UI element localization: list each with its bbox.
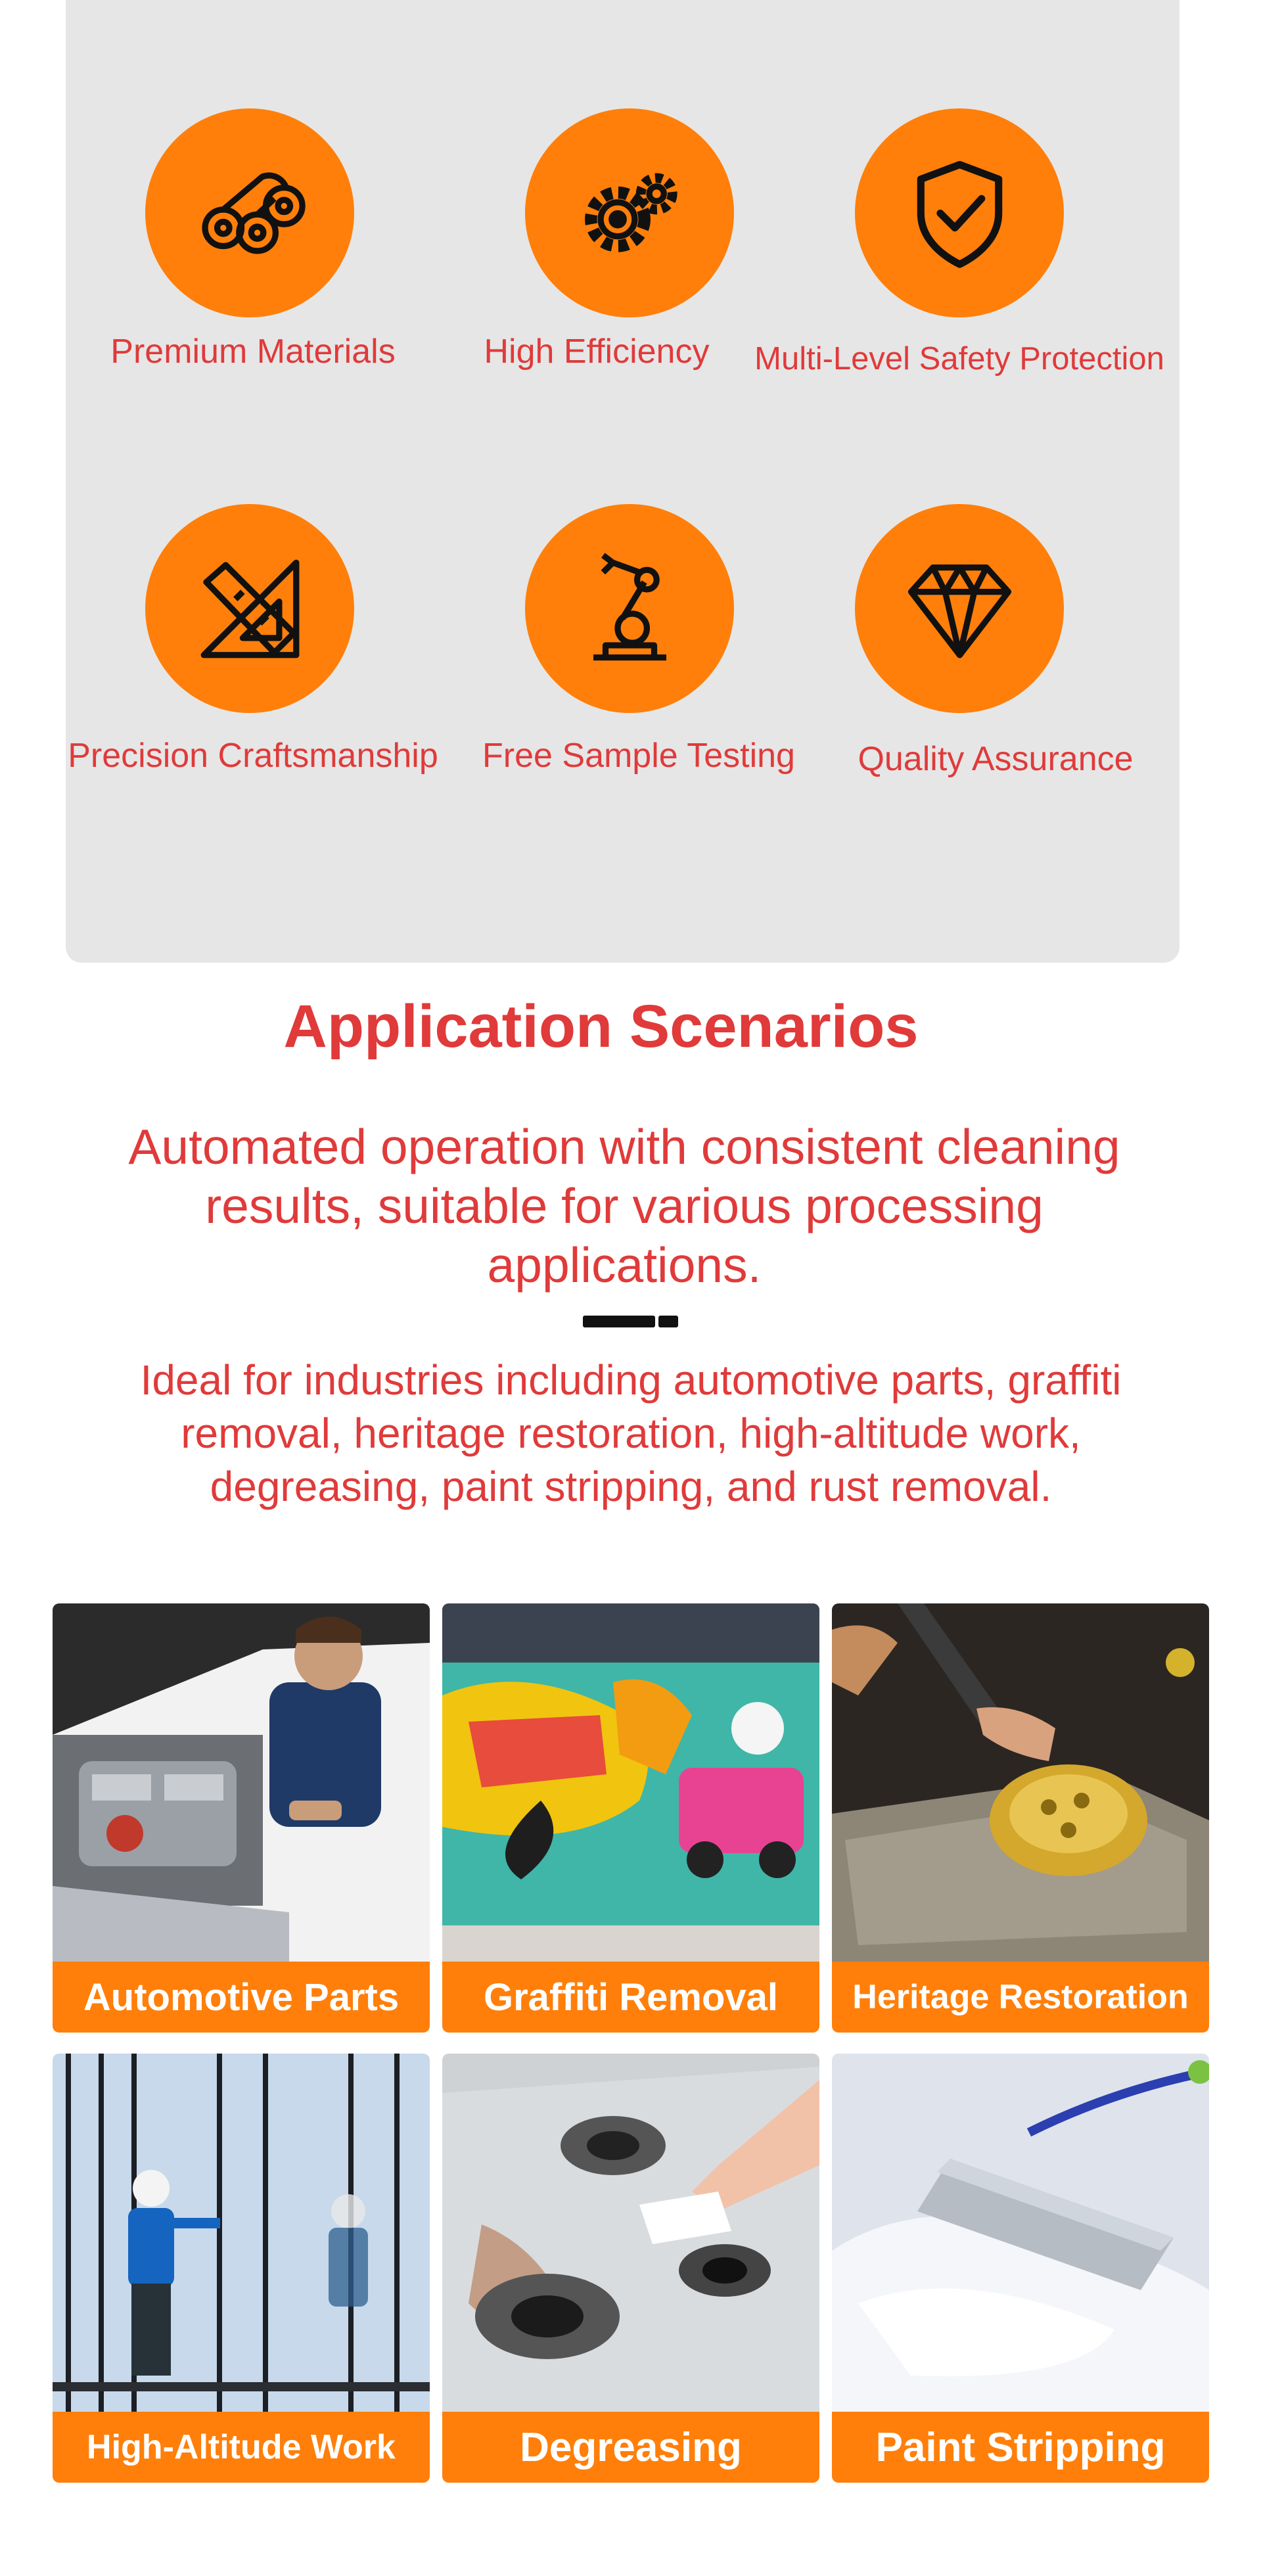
shield-check-icon (855, 108, 1064, 317)
rolls-icon (145, 108, 354, 317)
scenario-caption: High-Altitude Work (53, 2412, 430, 2483)
feature-premium-materials (53, 108, 447, 319)
scenario-caption: Graffiti Removal (442, 1962, 819, 2033)
feature-label: Free Sample Testing (482, 737, 795, 775)
section-title: Application Scenarios (283, 993, 919, 1060)
feature-label: Precision Craftsmanship (68, 737, 438, 775)
feature-label: Quality Assurance (858, 740, 1134, 778)
feature-precision-craftsmanship (53, 504, 447, 714)
feature-label: Multi-Level Safety Protection (754, 341, 1164, 377)
scenario-card-graffiti-removal[interactable] (442, 1603, 819, 2033)
graffiti-wall-image (442, 1603, 819, 1962)
diamond-icon (855, 504, 1064, 713)
feature-quality-assurance (762, 504, 1157, 714)
scenario-caption: Heritage Restoration (832, 1962, 1209, 2033)
automotive-engine-image (53, 1603, 430, 1962)
scenario-caption: Automotive Parts (53, 1962, 430, 2033)
scenario-card-automotive-parts[interactable] (53, 1603, 430, 2033)
section-description: Ideal for industries including automotive parts, graffiti removal, heritage restoration, high-altitude work, degreasing, paint stripping, and rust removal. (140, 1356, 1122, 1510)
divider (658, 1316, 678, 1327)
feature-label: High Efficiency (484, 333, 710, 371)
scenario-caption: Degreasing (442, 2412, 819, 2483)
feature-safety-protection (762, 108, 1157, 319)
scenario-card-high-altitude-work[interactable] (53, 2054, 430, 2483)
scenario-card-degreasing[interactable] (442, 2054, 819, 2483)
robot-arm-icon (525, 504, 734, 713)
scenario-card-paint-stripping[interactable] (832, 2054, 1209, 2483)
scenario-caption: Paint Stripping (832, 2412, 1209, 2483)
gears-icon (525, 108, 734, 317)
divider (583, 1316, 655, 1327)
heritage-artifact-image (832, 1603, 1209, 1962)
scenario-card-heritage-restoration[interactable] (832, 1603, 1209, 2033)
paint-roller-image (832, 2054, 1209, 2415)
ruler-triangle-icon (145, 504, 354, 713)
high-altitude-worker-image (53, 2054, 430, 2415)
stovetop-degreasing-image (442, 2054, 819, 2415)
section-subtitle: Automated operation with consistent cleaning results, suitable for various processing applications. (128, 1119, 1120, 1293)
feature-label: Premium Materials (110, 333, 396, 371)
